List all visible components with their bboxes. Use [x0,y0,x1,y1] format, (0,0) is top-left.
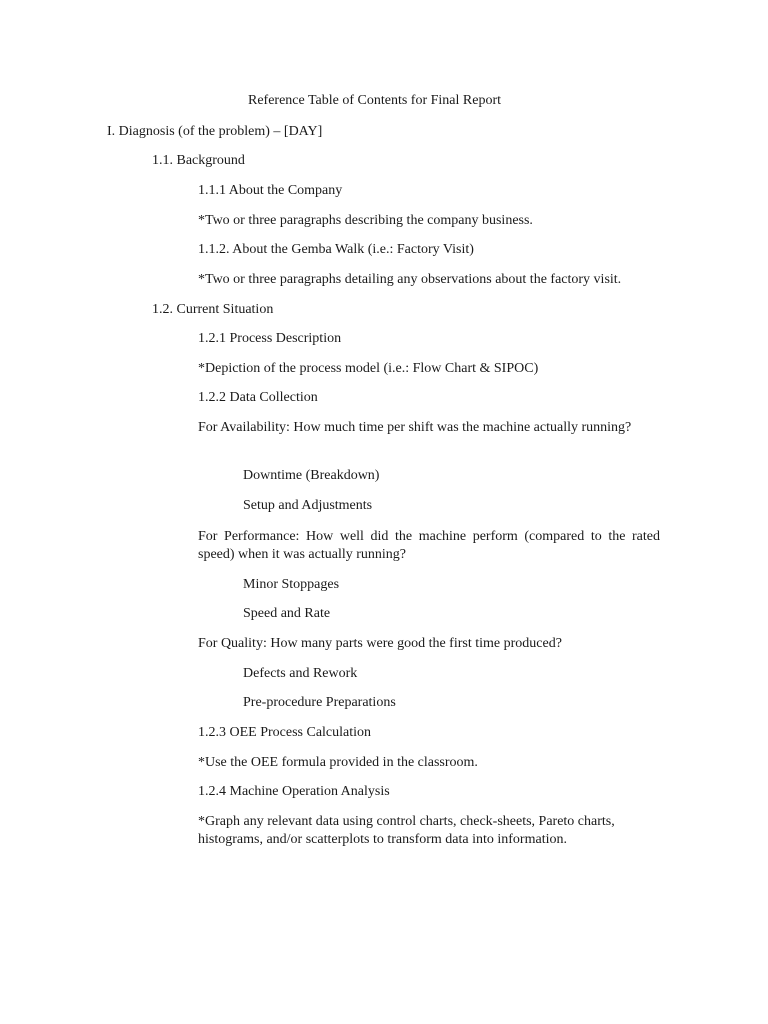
section-diagnosis-heading: I. Diagnosis (of the problem) – [DAY] [107,124,323,139]
data-collection-heading: 1.2.2 Data Collection [198,390,318,405]
oee-calculation-heading: 1.2.3 OEE Process Calculation [198,725,372,740]
performance-question: For Performance: How well did the machine perform (compared to the rated speed) when it was actually running? [198,529,660,562]
machine-analysis-heading: 1.2.4 Machine Operation Analysis [198,784,390,799]
performance-item-minor-stoppages: Minor Stoppages [243,577,340,592]
performance-item-speed-rate: Speed and Rate [243,606,331,621]
process-description-heading: 1.2.1 Process Description [198,331,342,346]
quality-item-defects: Defects and Rework [243,666,358,681]
quality-item-preparations: Pre-procedure Preparations [243,695,396,710]
availability-item-setup: Setup and Adjustments [243,498,373,513]
availability-item-downtime: Downtime (Breakdown) [243,468,380,483]
process-description-note: *Depiction of the process model (i.e.: Flow Chart & SIPOC) [198,361,539,376]
gemba-walk-note: *Two or three paragraphs detailing any observations about the factory visit. [198,272,622,287]
document-title: Reference Table of Contents for Final Report [248,93,502,108]
oee-calculation-note: *Use the OEE formula provided in the classroom. [198,755,478,770]
about-company-note: *Two or three paragraphs describing the company business. [198,213,533,228]
machine-analysis-note: *Graph any relevant data using control charts, check-sheets, Pareto charts, histograms, and/or scatterplots to transform data into information. [198,814,615,847]
availability-question: For Availability: How much time per shift was the machine actually running? [198,420,632,435]
gemba-walk-heading: 1.1.2. About the Gemba Walk (i.e.: Factory Visit) [198,242,474,257]
current-situation-heading: 1.2. Current Situation [152,302,274,317]
background-heading: 1.1. Background [152,153,245,168]
about-company-heading: 1.1.1 About the Company [198,183,343,198]
quality-question: For Quality: How many parts were good the first time produced? [198,636,562,651]
